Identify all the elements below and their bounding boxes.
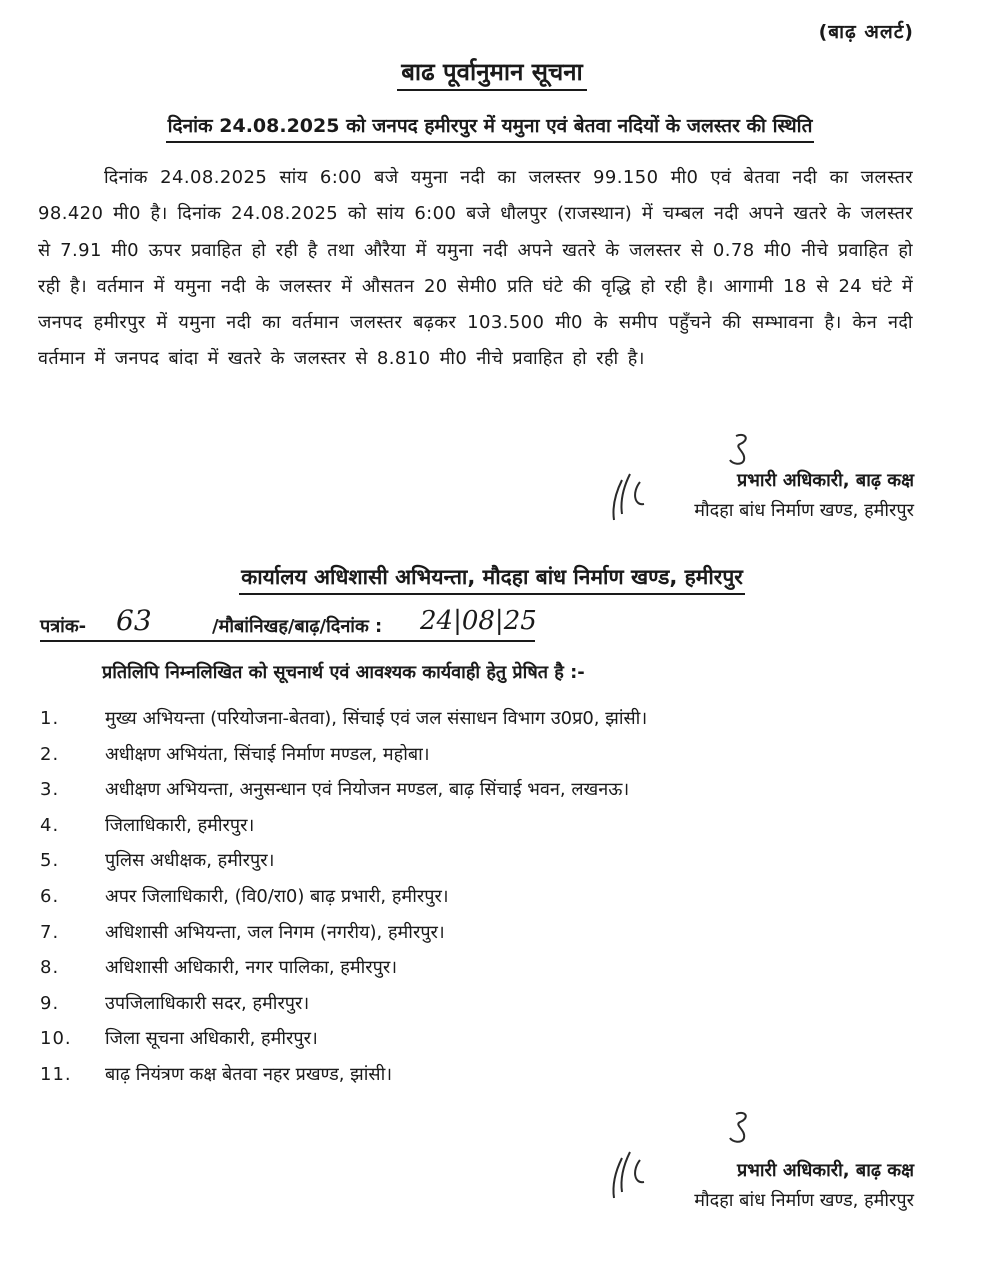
document-subtitle-text: दिनांक 24.08.2025 को जनपद हमीरपुर में यमुना एवं बेतवा नदियों के जलस्तर की स्थिति [166, 115, 815, 143]
signature-block-2 [694, 1156, 914, 1216]
recipient-number: 1. [40, 708, 60, 729]
recipient-item [40, 740, 920, 776]
recipient-text: जिला सूचना अधिकारी, हमीरपुर। [105, 1028, 318, 1050]
document-title-text: बाढ पूर्वानुमान सूचना [397, 58, 587, 91]
recipient-item [40, 882, 920, 918]
signatory-office: मौदहा बांध निर्माण खण्ड, हमीरपुर [694, 1190, 914, 1211]
recipient-text: उपजिलाधिकारी सदर, हमीरपुर। [105, 992, 310, 1014]
copy-intro: प्रतिलिपि निम्नलिखित को सूचनार्थ एवं आवश्यक कार्यवाही हेतु प्रेषित है :- [102, 662, 585, 683]
recipient-number: 2. [40, 743, 60, 765]
recipient-number: 7. [40, 921, 60, 943]
signature-block-1 [694, 466, 914, 526]
reference-code-label: /मौबांनिखह/बाढ़/दिनांक : [212, 616, 383, 637]
reference-underline [40, 640, 535, 642]
recipient-number: 11. [40, 1063, 72, 1085]
office-heading [0, 563, 984, 591]
alert-tag: (बाढ़ अलर्ट) [818, 21, 914, 43]
recipient-number: 10. [40, 1028, 72, 1050]
recipient-number: 5. [40, 850, 60, 872]
recipient-number: 3. [40, 779, 60, 801]
recipient-item [40, 1060, 920, 1096]
recipient-item [40, 989, 920, 1025]
office-heading-text: कार्यालय अधिशासी अभियन्ता, मौदहा बांध निर्माण खण्ड, हमीरपुर [239, 565, 745, 595]
recipient-number: 8. [40, 957, 60, 979]
recipient-text: अधिशासी अभियन्ता, जल निगम (नगरीय), हमीरपुर। [105, 921, 445, 943]
recipient-text: अधीक्षण अभियन्ता, अनुसन्धान एवं नियोजन मण्डल, बाढ़ सिंचाई भवन, लखनऊ। [105, 779, 630, 801]
recipient-text: बाढ़ नियंत्रण कक्ष बेतवा नहर प्रखण्ड, झांसी। [105, 1063, 393, 1085]
document-title [0, 55, 984, 88]
recipient-text: अधीक्षण अभियंता, सिंचाई निर्माण मण्डल, महोबा। [105, 743, 430, 765]
recipient-number: 4. [40, 814, 60, 836]
recipient-item [40, 775, 920, 811]
recipient-number: 6. [40, 885, 60, 907]
reference-date: 24|08|25 [420, 606, 537, 636]
recipient-list [40, 704, 920, 1096]
recipient-text: अधिशासी अधिकारी, नगर पालिका, हमीरपुर। [105, 957, 398, 979]
recipient-text: अपर जिलाधिकारी, (वि0/रा0) बाढ़ प्रभारी, हमीरपुर। [105, 885, 449, 907]
recipient-item [40, 704, 920, 740]
reference-number: 63 [116, 604, 152, 637]
recipient-text: पुलिस अधीक्षक, हमीरपुर। [105, 850, 275, 872]
body-paragraph: दिनांक 24.08.2025 सांय 6:00 बजे यमुना नदी का जलस्तर 99.150 मी0 एवं बेतवा नदी का जलस्तर 98.420 मी0 है। दिनांक 24.08.2025 को सांय 6:00 बजे धौलपुर (राजस्थान) में चम्बल नदी अपने खतरे के जलस्तर से 7.91 मी0 ऊपर प्रवाहित हो रही है तथा औरैया में यमुना नदी अपने खतरे के जलस्तर से 0.78 मी0 नीचे प्रवाहित हो रही है। वर्तमान में यमुना नदी के जलस्तर में औसतन 20 सेमी0 प्रति घंटे की वृद्धि हो रही है। आगामी 18 से 24 घंटे में जनपद हमीरपुर में यमुना नदी का वर्तमान जलस्तर बढ़कर 103.500 मी0 के समीप पहुँचने की सम्भावना है। केन नदी वर्तमान में जनपद बांदा में खतरे के जलस्तर से 8.810 मी0 नीचे प्रवाहित हो रही है। [38, 167, 913, 370]
recipient-item [40, 846, 920, 882]
document-subtitle [40, 112, 940, 138]
signatory-designation: प्रभारी अधिकारी, बाढ़ कक्ष [736, 470, 914, 491]
recipient-item [40, 1024, 920, 1060]
recipient-item [40, 811, 920, 847]
recipient-text: जिलाधिकारी, हमीरपुर। [105, 814, 255, 836]
recipient-item [40, 918, 920, 954]
signatory-office: मौदहा बांध निर्माण खण्ड, हमीरपुर [694, 500, 914, 521]
recipient-text: मुख्य अभियन्ता (परियोजना-बेतवा), सिंचाई एवं जल संसाधन विभाग उ0प्र0, झांसी। [105, 708, 648, 729]
reference-label: पत्रांक- [40, 616, 87, 637]
reference-line [40, 604, 920, 638]
signatory-designation: प्रभारी अधिकारी, बाढ़ कक्ष [736, 1160, 914, 1181]
recipient-item [40, 953, 920, 989]
recipient-number: 9. [40, 992, 60, 1014]
